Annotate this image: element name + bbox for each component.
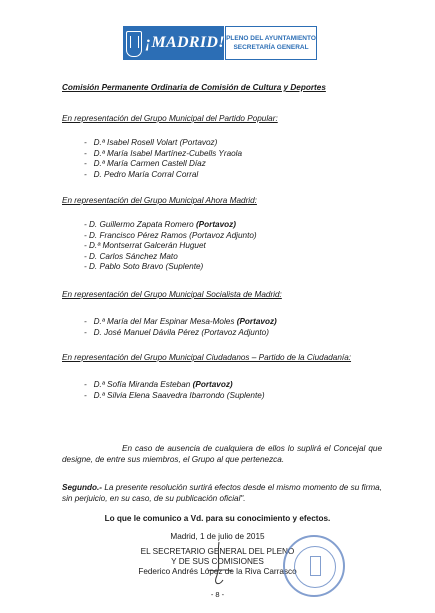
madrid-logo (123, 26, 224, 60)
signature-title-1: EL SECRETARIO GENERAL DEL PLENO (140, 547, 295, 556)
letterhead (123, 26, 317, 60)
signatory-name: Federico Andrés López de la Riva Carrasco (138, 567, 297, 576)
member-name: D. José Manuel Dávila Pérez (93, 328, 202, 337)
member-role: (Portavoz) (192, 380, 233, 389)
segundo-text: La presente resolución surtirá efectos desde el mismo momento de su firma, sin perjuicio, en su caso, de su publicación oficial". (62, 483, 382, 503)
segundo-label: Segundo.- (62, 483, 103, 492)
member-name: D. Francisco Pérez Ramos (89, 230, 190, 240)
member-name: D. Guillermo Zapata Romero (89, 220, 196, 229)
member-item (84, 149, 242, 159)
member-name: D. Carlos Sánchez Mato (89, 251, 178, 261)
stamp-emblem-icon (310, 556, 321, 576)
commission-title: Comisión Permanente Ordinaria de Comisión de Cultura y Deportes (62, 83, 326, 92)
institution-line-1: PLENO DEL AYUNTAMIENTO (226, 35, 316, 42)
member-item (84, 138, 217, 148)
member-item (84, 262, 203, 272)
bullet-dash: - (84, 159, 94, 168)
signature-title-2: Y DE SUS COMISIONES (171, 557, 264, 566)
member-name: D.ª María Carmen Castell Díaz (93, 159, 206, 168)
member-item (84, 220, 236, 230)
member-item (84, 241, 206, 251)
bullet-dash: - (84, 262, 90, 271)
member-item (84, 328, 269, 338)
date-place: Madrid, 1 de julio de 2015 (170, 532, 265, 541)
bullet-dash: - (84, 391, 94, 400)
member-name: D.ª Silvia Elena Saavedra Ibarrondo (93, 391, 227, 400)
member-item (84, 391, 265, 401)
official-stamp (283, 535, 345, 597)
member-name: D.ª Montserrat Galcerán Huguet (89, 241, 206, 250)
member-item (84, 170, 198, 180)
member-role: (Portavoz Adjunto) (189, 230, 257, 240)
bullet-dash: - (84, 220, 90, 229)
group-heading: En representación del Grupo Municipal Ciudadanos – Partido de la Ciudadanía: (62, 353, 352, 362)
communication-line: Lo que le comunico a Vd. para su conocimiento y efectos. (104, 514, 331, 523)
bullet-dash: - (84, 230, 90, 240)
member-name: D.ª Sofía Miranda Esteban (93, 380, 193, 389)
member-role: (Portavoz Adjunto) (201, 328, 269, 337)
bullet-dash: - (84, 317, 94, 326)
bullet-dash: - (84, 380, 94, 389)
group-heading: En representación del Grupo Municipal del Partido Popular: (62, 114, 278, 123)
institution-line-2: SECRETARÍA GENERAL (233, 44, 309, 51)
member-role: (Suplente) (226, 391, 265, 400)
bullet-dash: - (84, 169, 94, 179)
bullet-dash: - (84, 251, 90, 261)
group-heading: En representación del Grupo Municipal Socialista de Madrid: (62, 290, 282, 299)
member-item (84, 252, 178, 262)
member-item (84, 380, 233, 390)
group-heading: En representación del Grupo Municipal Ahora Madrid: (62, 196, 257, 205)
institution-box (225, 26, 317, 60)
member-role: (Portavoz) (179, 138, 218, 147)
logo-text: ¡MADRID! (145, 34, 225, 51)
bullet-dash: - (84, 328, 94, 337)
handwritten-signature (205, 540, 235, 590)
member-item (84, 159, 206, 169)
bullet-dash: - (84, 148, 94, 158)
segundo-paragraph (62, 482, 382, 504)
member-role: (Suplente) (165, 262, 204, 271)
member-name: D.ª María Isabel Martínez-Cubells Yraola (93, 148, 243, 158)
member-name: D.ª María del Mar Espinar Mesa-Moles (93, 317, 237, 326)
member-name: D. Pablo Soto Bravo (89, 262, 166, 271)
absence-paragraph: En caso de ausencia de cualquiera de ellos lo suplirá el Concejal que designe, de entre sus miembros, el Grupo al que pertenezca. (62, 444, 382, 464)
member-role: (Portavoz) (195, 220, 236, 229)
page-number: - 8 - (210, 590, 225, 599)
coat-of-arms-icon (126, 31, 142, 57)
member-item (84, 317, 277, 327)
member-item (84, 231, 257, 241)
member-name: D. Pedro María Corral Corral (93, 169, 199, 179)
member-role: (Portavoz) (236, 317, 277, 326)
bullet-dash: - (84, 241, 90, 250)
bullet-dash: - (84, 138, 94, 147)
member-name: D.ª Isabel Rosell Volart (93, 138, 180, 147)
